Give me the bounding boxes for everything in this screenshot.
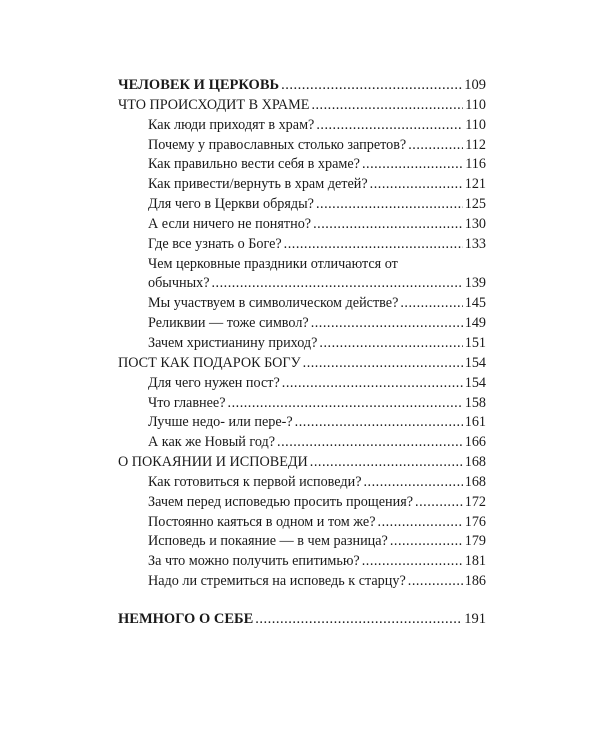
toc-section-title: ЧТО ПРОИСХОДИТ В ХРАМЕ <box>118 96 310 113</box>
toc-page-number: 176 <box>464 513 486 530</box>
toc-item-title: Для чего нужен пост? <box>148 374 280 391</box>
toc-item[interactable] <box>118 552 486 572</box>
leader-dots <box>212 274 463 294</box>
toc-item-title: Мы участвуем в символическом действе? <box>148 295 399 312</box>
toc-page-number: 161 <box>464 414 486 431</box>
toc-page-number: 166 <box>464 434 486 451</box>
toc-page-number: 116 <box>465 156 486 173</box>
toc-section-entry[interactable] <box>118 453 486 473</box>
leader-dots <box>310 453 463 473</box>
toc-page-number: 121 <box>464 176 486 193</box>
toc-item[interactable] <box>118 215 486 235</box>
toc-section-title: О ПОКАЯНИИ И ИСПОВЕДИ <box>118 454 308 471</box>
toc-item-title: Надо ли стремиться на исповедь к старцу? <box>148 573 406 590</box>
leader-dots <box>370 175 463 195</box>
toc-item-last-line <box>148 274 486 294</box>
toc-page-number: 133 <box>464 235 486 252</box>
toc-item-title-line2: обычных? <box>148 275 210 292</box>
toc-item-title: А если ничего не понятно? <box>148 215 312 232</box>
leader-dots <box>316 195 463 215</box>
toc-page-number: 154 <box>464 354 486 371</box>
toc-part-entry[interactable] <box>118 76 486 96</box>
toc-page-number: 154 <box>464 374 486 391</box>
leader-dots <box>313 215 463 235</box>
toc-item[interactable] <box>118 314 486 334</box>
toc-section-entry[interactable] <box>118 354 486 374</box>
leader-dots <box>400 294 462 314</box>
leader-dots <box>282 374 463 394</box>
toc-item[interactable] <box>118 473 486 493</box>
leader-dots <box>228 394 463 414</box>
toc-item[interactable] <box>118 433 486 453</box>
toc-item[interactable] <box>118 413 486 433</box>
toc-page-number: 191 <box>464 610 486 627</box>
toc-page-number: 172 <box>464 493 486 510</box>
toc-item-title: Как правильно вести себя в храме? <box>148 156 360 173</box>
toc-page-number: 109 <box>464 77 486 93</box>
toc-page-number: 110 <box>465 96 486 113</box>
toc-item[interactable] <box>118 175 486 195</box>
toc-item-title: За что можно получить епитимью? <box>148 553 360 570</box>
toc-item[interactable] <box>118 116 486 136</box>
toc-item[interactable] <box>118 513 486 533</box>
toc-page-number: 181 <box>464 553 486 570</box>
toc-page-number: 158 <box>464 394 486 411</box>
toc-page-number: 139 <box>464 275 486 292</box>
toc-item[interactable] <box>118 493 486 513</box>
toc-section-title: ПОСТ КАК ПОДАРОК БОГУ <box>118 354 301 371</box>
table-of-contents <box>118 76 486 630</box>
toc-item[interactable] <box>118 235 486 255</box>
toc-page-number: 168 <box>464 454 486 471</box>
toc-page-number: 151 <box>464 334 486 351</box>
toc-item[interactable] <box>118 532 486 552</box>
leader-dots <box>408 136 463 156</box>
toc-item[interactable] <box>118 136 486 156</box>
toc-page-number: 145 <box>464 295 486 312</box>
toc-page-number: 110 <box>465 116 486 133</box>
toc-part-entry[interactable] <box>118 610 486 630</box>
leader-dots <box>284 235 463 255</box>
toc-page-number: 179 <box>464 533 486 550</box>
leader-dots <box>378 513 463 533</box>
leader-dots <box>362 155 463 175</box>
leader-dots <box>311 96 463 116</box>
leader-dots <box>316 116 463 136</box>
toc-item-title: Зачем перед исповедью просить прощения? <box>148 493 414 510</box>
toc-item[interactable] <box>118 155 486 175</box>
toc-item-multiline[interactable] <box>118 255 486 295</box>
toc-item[interactable] <box>118 374 486 394</box>
toc-item-title: Как готовиться к первой исповеди? <box>148 473 362 490</box>
toc-part-title: НЕМНОГО О СЕБЕ <box>118 610 254 627</box>
toc-page-number: 130 <box>464 215 486 232</box>
toc-item[interactable] <box>118 394 486 414</box>
toc-item-title: Где все узнать о Боге? <box>148 235 282 252</box>
toc-page-number: 112 <box>465 136 486 153</box>
toc-item-title: Исповедь и покаяние — в чем разница? <box>148 533 388 550</box>
toc-part-title: ЧЕЛОВЕК И ЦЕРКОВЬ <box>118 77 280 93</box>
leader-dots <box>281 76 462 96</box>
toc-item[interactable] <box>118 572 486 592</box>
leader-dots <box>319 334 462 354</box>
toc-item-title: Реликвии — тоже символ? <box>148 315 309 332</box>
leader-dots <box>362 552 463 572</box>
toc-page-number: 125 <box>464 196 486 213</box>
toc-item[interactable] <box>118 334 486 354</box>
leader-dots <box>255 610 462 630</box>
toc-item-title: Постоянно каяться в одном и том же? <box>148 513 376 530</box>
toc-item-title: Для чего в Церкви обряды? <box>148 196 314 213</box>
toc-item-title-line1: Чем церковные праздники отличаются от <box>148 255 398 272</box>
toc-item-title: А как же Новый год? <box>148 434 276 451</box>
toc-section-entry[interactable] <box>118 96 486 116</box>
leader-dots <box>295 413 463 433</box>
toc-item[interactable] <box>118 195 486 215</box>
toc-item[interactable] <box>118 294 486 314</box>
toc-item-title: Как привести/вернуть в храм детей? <box>148 176 368 193</box>
toc-page-number: 149 <box>464 315 486 332</box>
toc-item-title: Почему у православных столько запретов? <box>148 136 407 153</box>
leader-dots <box>364 473 463 493</box>
toc-page-number: 186 <box>464 573 486 590</box>
toc-item-title: Что главнее? <box>148 394 226 411</box>
leader-dots <box>390 532 463 552</box>
toc-page-number: 168 <box>464 473 486 490</box>
toc-item-title: Лучше недо- или пере-? <box>148 414 293 431</box>
leader-dots <box>303 354 463 374</box>
toc-item-title: Зачем христианину приход? <box>148 334 318 351</box>
leader-dots <box>415 493 463 513</box>
leader-dots <box>408 572 463 592</box>
toc-item-title: Как люди приходят в храм? <box>148 116 315 133</box>
leader-dots <box>277 433 463 453</box>
leader-dots <box>311 314 463 334</box>
